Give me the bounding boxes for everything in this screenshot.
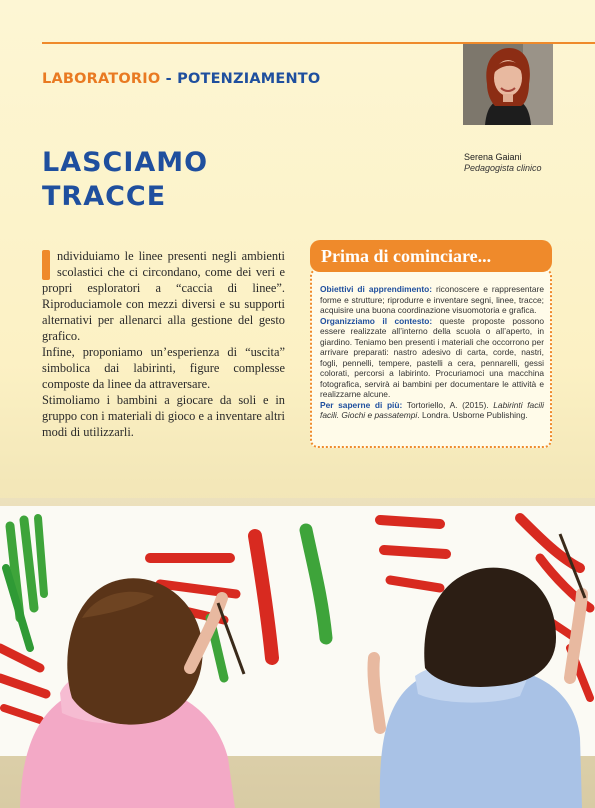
author-name: Serena Gaiani [464,152,522,162]
body-paragraph-2: Infine, proponiamo un’esperienza di “uscita” simbolica dai labirinti, figure complesse composte da linee da attraversare. [42,345,285,391]
section-label-part1: LABORATORIO [42,71,161,87]
body-paragraph-3: Stimoliamo i bambini a giocare da soli e in gruppo con i materiali di gioco e a inventare altri modi di utilizzarli. [42,393,285,439]
intro-key-context: Organizziamo il contesto: [320,315,433,326]
intro-text-more-a: Tortoriello, A. (2015). [402,399,494,410]
children-painting-photo [0,498,595,808]
page-title-line1: LASCIAMO [42,147,209,178]
body-text [42,248,285,440]
section-label [42,71,320,87]
author-role: Pedagogista clinico [464,163,542,173]
intro-key-objectives: Obiettivi di apprendimento: [320,284,433,294]
body-paragraph-1 [42,248,285,344]
intro-text-objectives: riconoscere e rappresentare forme e strutture; riprodurre e inventare segni, linee, tracce; acquisire una buona coordinazione visuomotoria e grafica. [320,284,544,315]
intro-text-context: queste proposte possono essere realizzate all’interno della scuola o all’aperto, in giardino. Teniamo ben presenti i materiali che occorrono per arrivare preparati: nastro adesivo di carta, corde, nastri, fogli, pennelli, tempere, pastelli a cera, pennarelli, gessi colorati, percorsi a labirinto. Procuriamoci una macchina fotografica, servirà ai bambini per documentare le attività e realizzarne alcune. [320,315,544,399]
page-title-line2: TRACCE [42,181,167,212]
body-paragraph-1-text: ndividuiamo le linee presenti negli ambienti scolastici che ci circondano, come dei veri e propri esploratori a “caccia di linee”. Riproduciamole con mezzi diversi e su supporti alternativi per allenarci alla gestione del gesto grafico. [42,249,285,343]
intro-text-more-c: . Londra. Usborne Publishing. [417,410,528,420]
page-title [42,146,208,214]
intro-header: Prima di cominciare... [310,240,552,272]
intro-key-more: Per saperne di più: [320,399,403,410]
section-label-part2: POTENZIAMENTO [177,71,321,87]
intro-body [320,284,544,421]
intro-text-more-title: Labirinti facili facili. Giochi e passatempi [320,399,544,420]
author-photo [463,44,553,125]
section-label-separator: - [160,71,178,87]
drop-cap-mark [42,250,50,280]
